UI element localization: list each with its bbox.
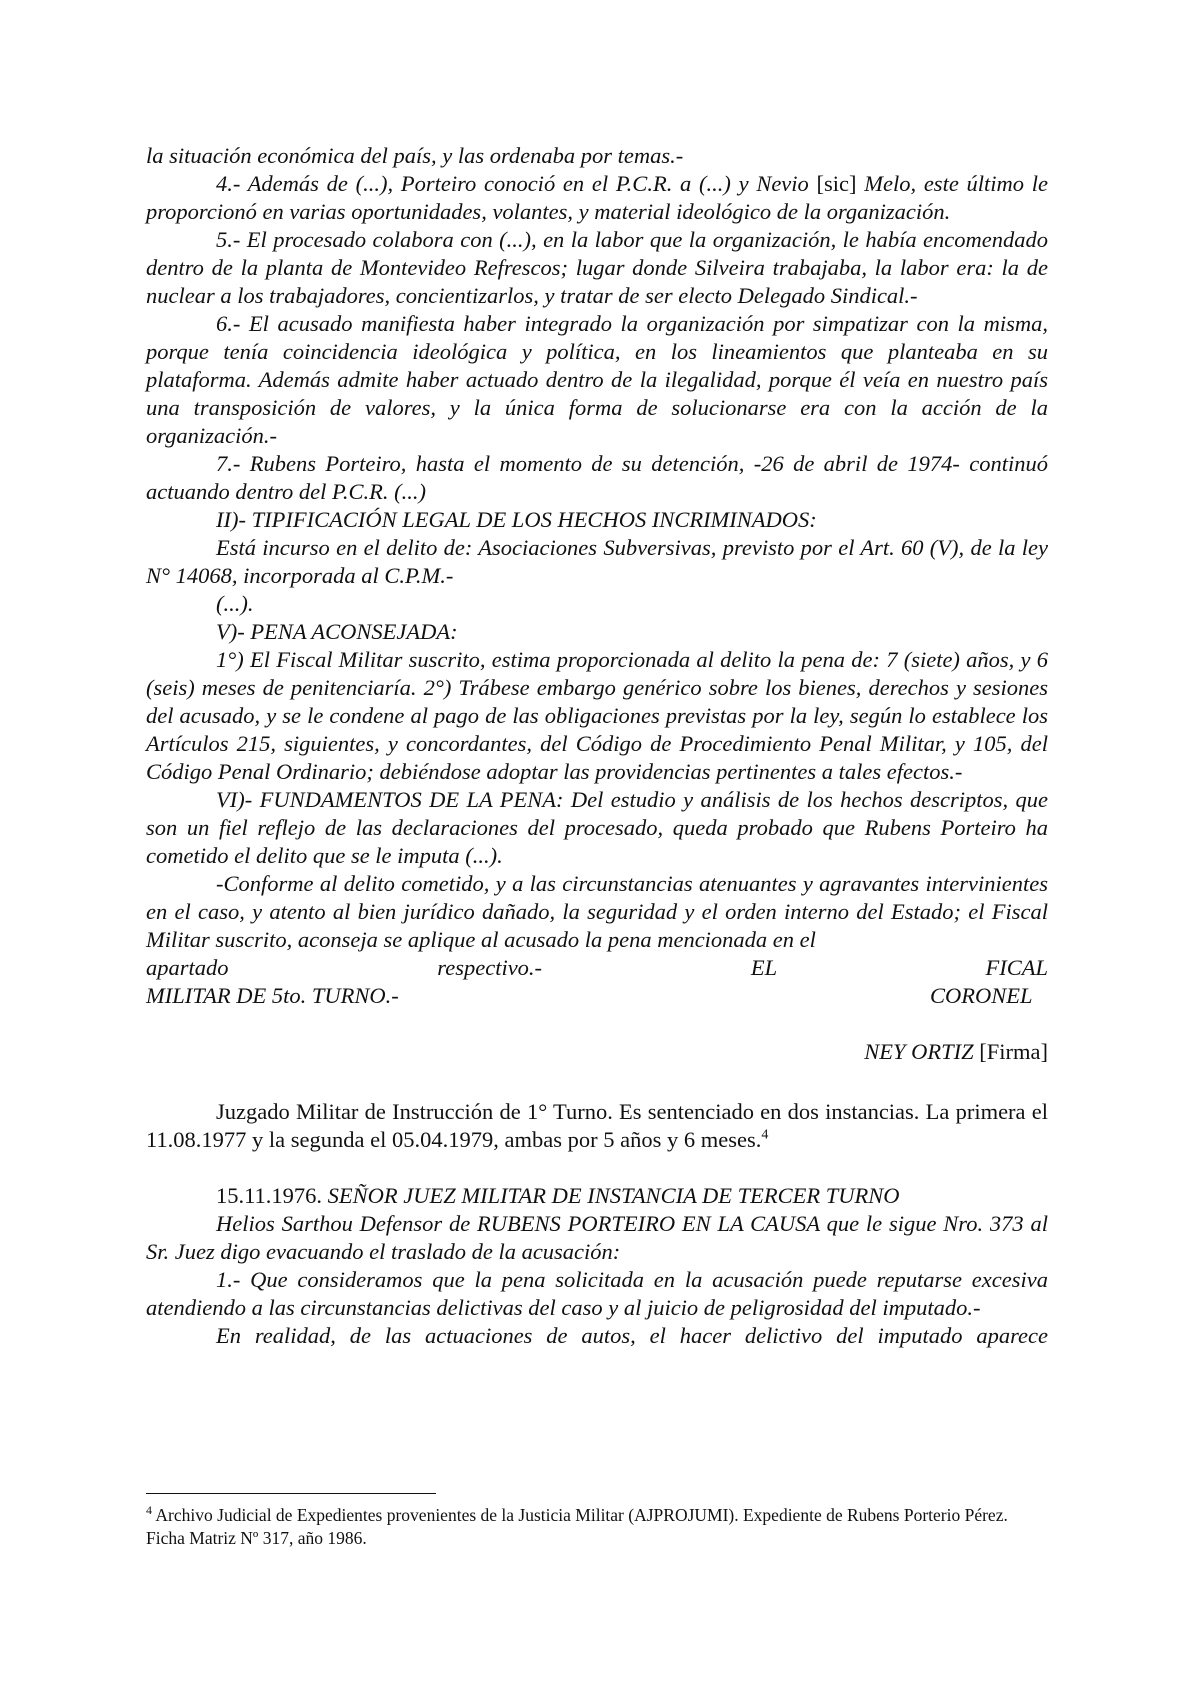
footnote-number: 4 bbox=[146, 1503, 152, 1518]
paragraph-en-realidad: En realidad, de las actuaciones de autos, el hacer delictivo del imputado aparece bbox=[216, 1323, 1048, 1348]
spacer bbox=[146, 1066, 1048, 1094]
date-text: 15.11.1976. bbox=[216, 1183, 328, 1208]
signature-mark: [Firma] bbox=[973, 1039, 1048, 1064]
footnote-body: Archivo Judicial de Expedientes provenientes de la Justicia Militar (AJPROJUMI). Expediente de Rubens Porterio Pérez. Ficha Matriz Nº 317, año 1986. bbox=[146, 1505, 1008, 1548]
spacer bbox=[146, 1154, 1048, 1182]
section-heading-pena: V)- PENA ACONSEJADA: bbox=[216, 619, 458, 644]
paragraph-defensor: Helios Sarthou Defensor de RUBENS PORTEIRO EN LA CAUSA que le sigue Nro. 373 al Sr. Juez digo evacuando el traslado de la acusación: bbox=[146, 1211, 1048, 1264]
paragraph-apartado-line: apartado respectivo.- EL FICAL bbox=[146, 955, 1048, 980]
footnote-separator bbox=[146, 1493, 436, 1494]
paragraph-pena: 1°) El Fiscal Militar suscrito, estima proporcionada al delito la pena de: 7 (siete) años, y 6 (seis) meses de penitenciaría. 2°) Trábese embargo genérico sobre los bienes, derechos y sesiones del acusado, y se le condene al pago de las obligaciones previstas por la ley, según lo establece los Artículos 215, siguientes, y concordantes, del Código de Procedimiento Penal Militar, y 105, del Código Penal Ordinario; debiéndose adoptar las providencias pertinentes a tales efectos.- bbox=[146, 647, 1048, 784]
paragraph-militar-line bbox=[146, 982, 1048, 1010]
footnote-text bbox=[146, 1504, 1048, 1550]
paragraph-item-7: 7.- Rubens Porteiro, hasta el momento de su detención, -26 de abril de 1974- continuó actuando dentro del P.C.R. (...) bbox=[146, 451, 1048, 504]
paragraph-item-6: 6.- El acusado manifiesta haber integrado la organización por simpatizar con la misma, porque tenía coincidencia ideológica y política, en los lineamientos que planteaba en su plataforma. Además admite haber actuado dentro de la ilegalidad, porque él veía en nuestro país una transposición de valores, y la única forma de solucionarse era con la acción de la organización.- bbox=[146, 311, 1048, 448]
item-4-text-b: Melo, este último le proporcionó en varias oportunidades, volantes, y material ideológico de la organización. bbox=[146, 171, 1048, 224]
paragraph: la situación económica del país, y las ordenaba por temas.- bbox=[146, 143, 684, 168]
footnote-reference[interactable]: 4 bbox=[761, 1127, 769, 1143]
coronel-title: CORONEL bbox=[930, 983, 1033, 1008]
signature-line bbox=[146, 1038, 1048, 1066]
juzgado-text: Juzgado Militar de Instrucción de 1° Turno. Es sentenciado en dos instancias. La primera el 11.08.1977 y la segunda el 05.04.1979, ambas por 5 años y 6 meses. bbox=[146, 1099, 1048, 1152]
document-body bbox=[146, 142, 1048, 1350]
signature-name: NEY ORTIZ bbox=[864, 1039, 974, 1064]
footnote bbox=[146, 1504, 1048, 1550]
paragraph-item-5: 5.- El procesado colabora con (...), en la labor que la organización, le había encomendado dentro de la planta de Montevideo Refrescos; lugar donde Silveira trabajaba, la labor era: la de nuclear a los trabajadores, concientizarlos, y tratar de ser electo Delegado Sindical.- bbox=[146, 227, 1048, 308]
paragraph-juzgado bbox=[146, 1098, 1048, 1154]
paragraph-defense-1: 1.- Que consideramos que la pena solicitada en la acusación puede reputarse excesiva atendiendo a las circunstancias delictivas del caso y al juicio de peligrosidad del imputado.- bbox=[146, 1267, 1048, 1320]
spacer bbox=[146, 1010, 1048, 1038]
paragraph-conforme: -Conforme al delito cometido, y a las circunstancias atenuantes y agravantes intervinientes en el caso, y atento al bien jurídico dañado, la seguridad y el orden interno del Estado; el Fiscal Militar suscrito, aconseja se aplique al acusado la pena mencionada en el bbox=[146, 871, 1048, 952]
section-heading-tipificacion: II)- TIPIFICACIÓN LEGAL DE LOS HECHOS INCRIMINADOS: bbox=[216, 507, 817, 532]
paragraph-delito: Está incurso en el delito de: Asociaciones Subversivas, previsto por el Art. 60 (V), de la ley N° 14068, incorporada al C.P.M.- bbox=[146, 535, 1048, 588]
addressee-heading: SEÑOR JUEZ MILITAR DE INSTANCIA DE TERCER TURNO bbox=[327, 1183, 900, 1208]
paragraph-fundamentos: VI)- FUNDAMENTOS DE LA PENA: Del estudio y análisis de los hechos descriptos, que son un fiel reflejo de las declaraciones del procesado, queda probado que Rubens Porteiro ha cometido el delito que se le imputa (...). bbox=[146, 787, 1048, 868]
paragraph-item-4 bbox=[146, 170, 1048, 226]
paragraph-ellipsis: (...). bbox=[216, 591, 254, 616]
sic-mark: [sic] bbox=[816, 171, 857, 196]
militar-text: MILITAR DE 5to. TURNO.- bbox=[146, 983, 399, 1008]
paragraph-date-heading bbox=[146, 1182, 1048, 1210]
item-4-text-a: 4.- Además de (...), Porteiro conoció en el P.C.R. a (...) y Nevio bbox=[216, 171, 817, 196]
